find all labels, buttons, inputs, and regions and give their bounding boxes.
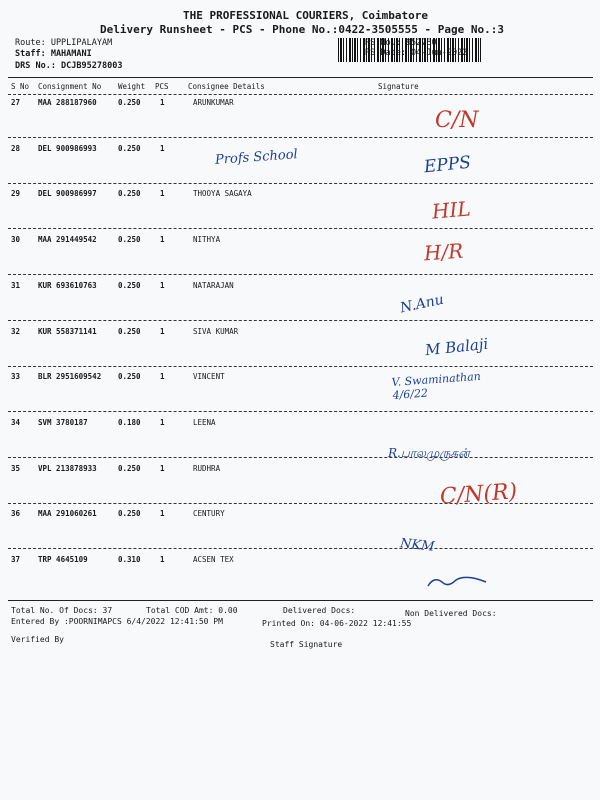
signature-row-30: H/R (423, 238, 465, 266)
row-pcs: 1 (160, 417, 165, 427)
row-weight: 0.310 (118, 555, 141, 564)
row-weight: 0.250 (118, 235, 141, 245)
row-divider (8, 366, 593, 367)
row-divider (8, 137, 593, 138)
col-consignment: Consignment No (38, 82, 102, 91)
col-consignee: Consignee Details (188, 82, 265, 91)
row-consignee: ARUNKUMAR (193, 98, 234, 107)
route-label: Route: UPPLIPALAYAM (15, 38, 113, 48)
row-pcs: 1 (160, 326, 165, 336)
signature-row-29: HIL (431, 196, 472, 224)
row-sno: 30 (11, 235, 21, 245)
row-consignee: SIVA KUMAR (193, 326, 239, 336)
table-top-border (8, 77, 593, 78)
col-sno: S No (11, 82, 30, 91)
row-pcs: 1 (160, 372, 165, 382)
row-consignee: ACSEN TEX (193, 555, 234, 564)
row-consignee: VINCENT (193, 372, 225, 382)
row-sno: 37 (11, 555, 21, 564)
row-divider (8, 548, 593, 549)
row-consignee: NITHYA (193, 235, 221, 245)
row-divider (8, 183, 593, 184)
row-consignment-no: MAA 291060261 (38, 509, 97, 519)
row-weight: 0.250 (118, 280, 141, 290)
row-divider (8, 320, 593, 321)
signature-row-34: R.பாலமுருகன் (388, 446, 470, 460)
row-pcs: 1 (160, 143, 165, 153)
row-pcs: 1 (160, 509, 165, 519)
row-consignment-no: TRP 4645109 (38, 555, 88, 564)
signature-row-28: EPPS (423, 152, 472, 178)
col-pcs: PCS (155, 82, 169, 91)
col-signature: Signature (378, 82, 419, 91)
row-sno: 33 (11, 372, 21, 382)
runsheet-subtitle: Delivery Runsheet - PCS - Phone No.:0422-3505555 - Page No.:3 (100, 23, 504, 36)
staff-label: Staff: MAHAMANI (15, 49, 92, 59)
row-sno: 35 (11, 463, 21, 473)
non-delivered-docs: Non Delivered Docs: (405, 609, 497, 618)
row-sno: 29 (11, 189, 21, 199)
row-weight: 0.250 (118, 372, 141, 382)
row-consignee: THOOYA SAGAYA (193, 189, 252, 199)
row-consignment-no: SVM 3780187 (38, 417, 88, 427)
signature-row-33: V. Swaminathan 4/6/22 (391, 369, 482, 402)
row-weight: 0.180 (118, 417, 141, 427)
row-pcs: 1 (160, 463, 165, 473)
row-sno: 32 (11, 326, 21, 336)
row-consignment-no: KUR 693610763 (38, 280, 97, 290)
verified-by: Verified By (11, 635, 64, 644)
staff-signature: Staff Signature (270, 640, 343, 649)
row-divider (8, 457, 593, 458)
row-divider (8, 411, 593, 412)
row-consignment-no: DEL 900986993 (38, 143, 97, 153)
row-pcs: 1 (160, 235, 165, 245)
row-consignment-no: MAA 288187960 (38, 98, 97, 107)
rs-number: RS No.: 952780 (365, 38, 437, 48)
row-weight: 0.250 (118, 509, 141, 519)
col-weight: Weight (118, 82, 146, 91)
row-sno: 31 (11, 280, 21, 290)
signature-row-31: N.Anu (398, 291, 446, 317)
total-cod: Total COD Amt: 0.00 (146, 606, 238, 615)
row-weight: 0.250 (118, 189, 141, 199)
row-consignment-no: BLR 2951609542 (38, 372, 102, 382)
row-consignment-no: DEL 900986997 (38, 189, 97, 199)
row-sno: 34 (11, 417, 21, 427)
total-docs: Total No. Of Docs: 37 (11, 606, 113, 615)
row-pcs: 1 (160, 98, 165, 107)
signature-row-37-scribble (420, 570, 490, 594)
row-consignment-no: MAA 291449542 (38, 235, 97, 245)
row-consignment-no: KUR 558371141 (38, 326, 97, 336)
signature-row-27: C/N (435, 108, 479, 133)
row-pcs: 1 (160, 189, 165, 199)
row-pcs: 1 (160, 280, 165, 290)
row-consignee: NATARAJAN (193, 280, 234, 290)
row-sno: 28 (11, 143, 21, 153)
row-divider (8, 274, 593, 275)
row-weight: 0.250 (118, 326, 141, 336)
row-weight: 0.250 (118, 98, 141, 107)
row-sno: 27 (11, 98, 21, 107)
row-consignee: CENTURY (193, 509, 225, 519)
delivered-docs: Delivered Docs: (283, 606, 356, 615)
rs-date: RS Date: 04-Jun-2022 (365, 48, 468, 58)
row-divider (8, 228, 593, 229)
printed-on: Printed On: 04-06-2022 12:41:55 (262, 619, 412, 628)
row-pcs: 1 (160, 555, 165, 564)
signature-row-35: C/N(R) (439, 479, 519, 510)
row-consignee: LEENA (193, 417, 216, 427)
header-divider (8, 94, 593, 95)
row-weight: 0.250 (118, 143, 141, 153)
signature-row-36: NKM (399, 536, 436, 555)
row-consignee: RUDHRA (193, 463, 221, 473)
table-bottom-border (8, 600, 593, 601)
handnote-row-28: Profs School (214, 147, 299, 168)
row-weight: 0.250 (118, 463, 141, 473)
entered-by: Entered By :POORNIMAPCS 6/4/2022 12:41:50 PM (11, 617, 223, 626)
signature-row-32: M Balaji (424, 334, 490, 360)
company-title: THE PROFESSIONAL COURIERS, Coimbatore (183, 9, 429, 22)
row-sno: 36 (11, 509, 21, 519)
row-consignment-no: VPL 213878933 (38, 463, 97, 473)
drs-number: DRS No.: DCJB95278003 (15, 61, 123, 71)
